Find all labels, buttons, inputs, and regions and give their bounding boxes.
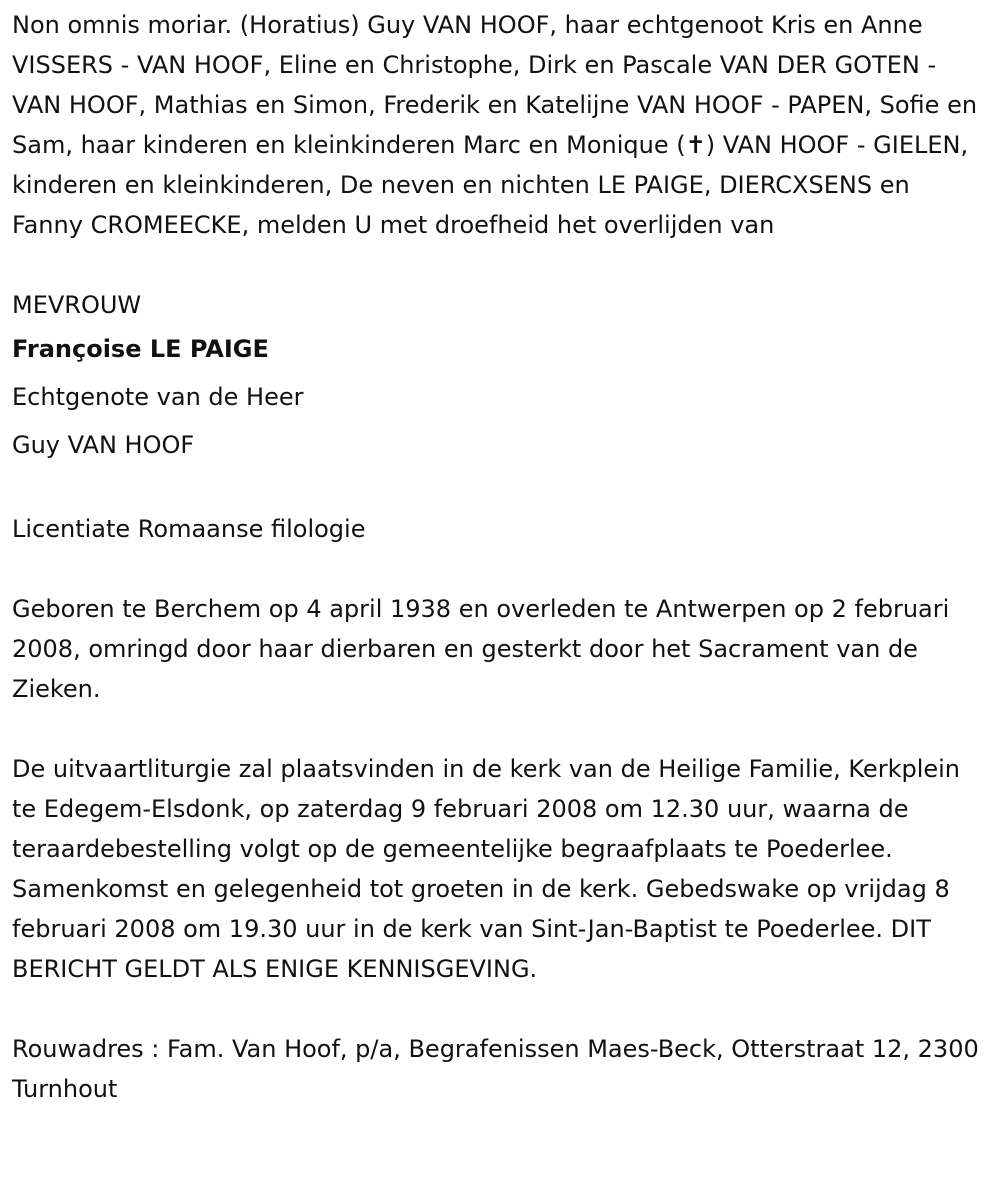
spacer [12,245,988,285]
deceased-name: Françoise LE PAIGE [12,335,269,363]
funeral-paragraph: De uitvaartliturgie zal plaatsvinden in de kerk van de Heilige Familie, Kerkplein te Edegem-Elsdonk, op zaterdag 9 februari 2008 om 12.30 uur, waarna de teraardebestelling volgt op de gemeentelijke begraafplaats te Poederlee. Samenkomst en gelegenheid tot groeten in de kerk. Gebedswake op vrijdag 8 februari 2008 om 19.30 uur in de kerk van Sint-Jan-Baptist te Poederlee. DIT BERICHT GELDT ALS ENIGE KENNISGEVING. [12,755,961,983]
spacer [12,469,988,509]
spouse-line-1: Echtgenote van de Heer [12,383,304,411]
spouse-line-2: Guy VAN HOOF [12,431,195,459]
degree-line: Licentiate Romaanse filologie [12,515,366,543]
mourning-address: Rouwadres : Fam. Van Hoof, p/a, Begrafenissen Maes-Beck, Otterstraat 12, 2300 Turnhout [12,1035,979,1103]
honorific-title: MEVROUW [12,291,142,319]
spacer [12,709,988,749]
intro-paragraph: Non omnis moriar. (Horatius) Guy VAN HOOF, haar echtgenoot Kris en Anne VISSERS - VAN HOOF, Eline en Christophe, Dirk en Pascale VAN DER GOTEN - VAN HOOF, Mathias en Simon, Frederik en Katelijne VAN HOOF - PAPEN, Sofie en Sam, haar kinderen en kleinkinderen Marc en Monique (✝) VAN HOOF - GIELEN, kinderen en kleinkinderen, De neven en nichten LE PAIGE, DIERCXSENS en Fanny CROMEECKE, melden U met droefheid het overlijden van [12,11,978,239]
spacer [12,549,988,589]
birth-death-paragraph: Geboren te Berchem op 4 april 1938 en overleden te Antwerpen op 2 februari 2008, omringd door haar dierbaren en gesterkt door het Sacrament van de Zieken. [12,595,950,703]
spacer [12,989,988,1029]
